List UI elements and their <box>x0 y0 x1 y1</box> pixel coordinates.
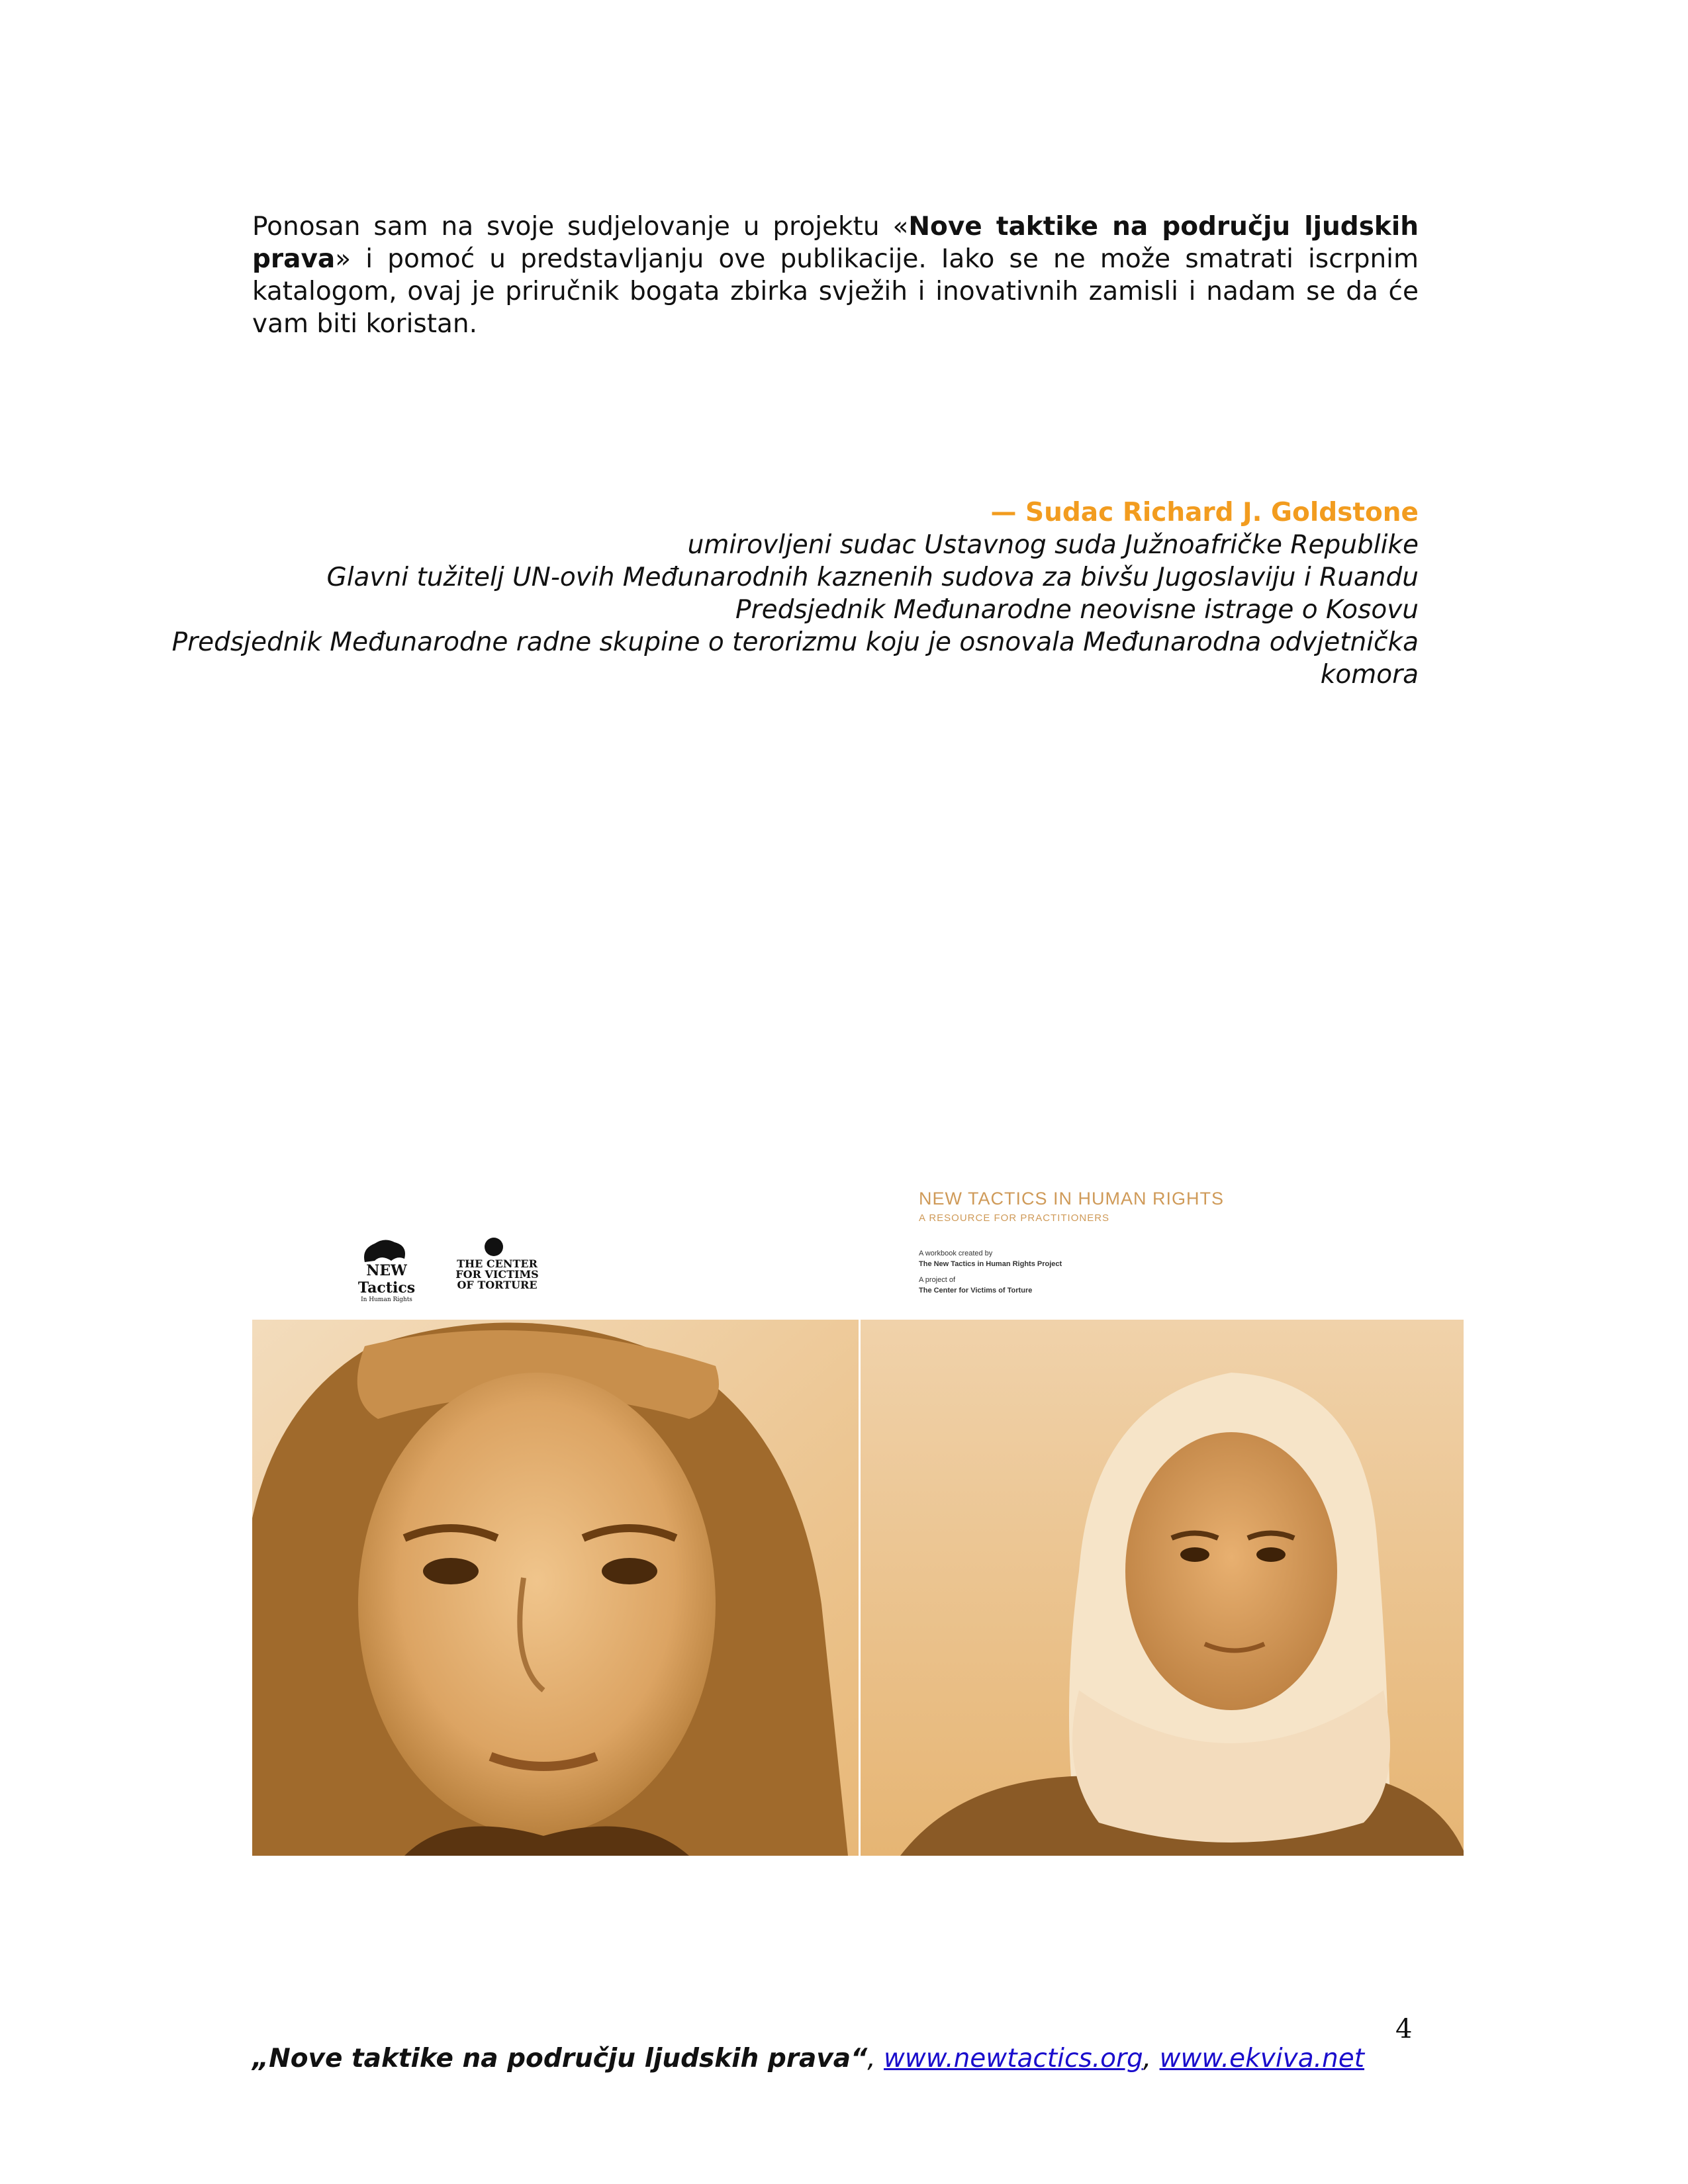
project-name: Nove taktike na području ljudskih prava <box>252 212 1419 274</box>
signature-role-4: Predsjednik Međunarodne radne skupine o terorizmu koju je osnovala Međunarodna odvjetnička komora <box>171 627 1419 690</box>
footer-separator-2: , <box>1143 2044 1160 2073</box>
footer-title: „Nove taktike na području ljudskih prava“ <box>252 2044 868 2073</box>
cover-subtitle: A RESOURCE FOR PRACTITIONERS <box>919 1212 1110 1224</box>
cover-text-band <box>861 1179 1464 1320</box>
cvt-logo: THE CENTER FOR VICTIMS OF TORTURE <box>455 1257 539 1291</box>
newtactics-logo-icon <box>358 1236 411 1265</box>
newtactics-link[interactable]: www.newtactics.org <box>884 2044 1143 2073</box>
signature-role-2: Glavni tužitelj UN-ovih Međunarodnih kaznenih sudova za bivšu Jugoslaviju i Ruandu <box>326 563 1419 592</box>
footer <box>252 2044 1364 2073</box>
cover-workbook-label: A workbook created by <box>919 1250 993 1257</box>
cvt-logo-icon <box>483 1236 505 1258</box>
intro-paragraph <box>252 210 1419 340</box>
intro-text-end: » i pomoć u predstavljanju ove publikacije. Iako se ne može smatrati iscrpnim katalogom, ovaj je priručnik bogata zbirka svježih i inovativnih zamisli i nadam se da će vam biti koristan. <box>252 244 1419 339</box>
portrait-woman-photo <box>861 1320 1464 1856</box>
ekviva-link[interactable]: www.ekviva.net <box>1159 2044 1365 2073</box>
book-cover-image <box>252 1179 1464 1856</box>
page-number: 4 <box>1395 2014 1413 2044</box>
newtactics-logo: NEW Tactics In Human Rights <box>357 1262 416 1303</box>
portrait-girl-photo <box>252 1320 859 1856</box>
cover-title: NEW TACTICS IN HUMAN RIGHTS <box>919 1189 1225 1208</box>
cover-front-panel <box>859 1179 1464 1856</box>
signature-name: — Sudac Richard J. Goldstone <box>990 498 1419 527</box>
cover-back-panel <box>252 1179 859 1856</box>
logo-band <box>252 1179 859 1320</box>
cover-workbook-by: The New Tactics in Human Rights Project <box>919 1260 1062 1268</box>
signature-block <box>161 496 1419 691</box>
signature-role-3: Predsjednik Međunarodne neovisne istrage o Kosovu <box>735 595 1419 625</box>
cover-project-of: The Center for Victims of Torture <box>919 1287 1033 1295</box>
cover-project-label: A project of <box>919 1276 956 1284</box>
footer-separator-1: , <box>867 2044 884 2073</box>
signature-role-1: umirovljeni sudac Ustavnog suda Južnoafričke Republike <box>687 530 1419 560</box>
intro-text-start: Ponosan sam na svoje sudjelovanje u projektu « <box>252 212 909 242</box>
